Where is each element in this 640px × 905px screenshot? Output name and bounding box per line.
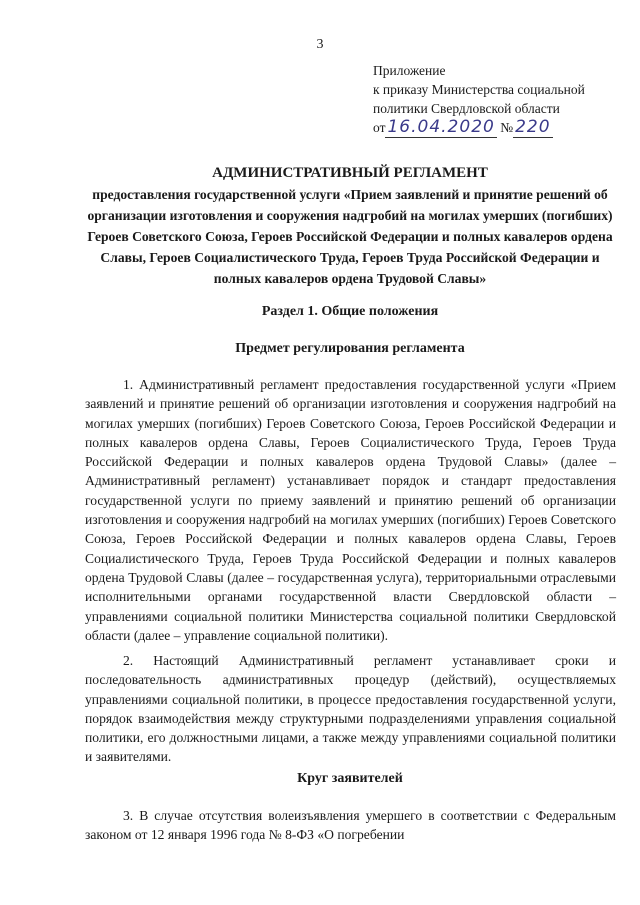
subject-heading: Предмет регулирования регламента (235, 341, 465, 356)
appendix-line-3: политики Свердловской области (373, 101, 560, 116)
appendix-line-2: к приказу Министерства социальной (373, 82, 585, 97)
date-prefix: от (373, 120, 386, 135)
document-subtitle: предоставления государственной услуги «Прием заявлений и принятие решений об организации изготовления и сооружения надгробий на могилах умерших (погибших) Героев Советского Союза, Героев Российской Федерации и полных кавалеров ордена Славы, Героев Социалистического Труда, Героев Труда Российской Федерации и полных кавалеров ордена Трудовой Славы» (87, 187, 613, 286)
page-number: 3 (316, 37, 324, 52)
handwritten-number: 220 (515, 117, 551, 137)
applicants-heading: Круг заявителей (297, 771, 403, 786)
appendix-date-line (373, 118, 585, 137)
appendix-line-1: Приложение (373, 63, 446, 78)
section-1-heading: Раздел 1. Общие положения (261, 304, 439, 319)
paragraph-2: 2. Настоящий Административный регламент устанавливает сроки и последовательность административных процедур (действий), осуществляемых управлениями социальной политики, в процессе предоставления государственной услуги, порядок взаимодействия между структурными подразделениями управления социальной политики, его должностными лицами, а также между управлениями социальной политики и заявителями. (85, 653, 616, 765)
appendix-block (373, 61, 585, 137)
paragraph-3: 3. В случае отсутствия волеизъявления умершего в соответствии с Федеральным законом от 12 января 1996 года № 8-ФЗ «О погребении (85, 808, 616, 843)
number-prefix: № (500, 120, 514, 135)
document-title: АДМИНИСТРАТИВНЫЙ РЕГЛАМЕНТ (212, 165, 488, 181)
paragraph-1: 1. Административный регламент предоставления государственной услуги «Прием заявлений и принятие решений об организации изготовления и сооружения надгробий на могилах умерших (погибших) Героев Советского Союза, Героев Российской Федерации и полных кавалеров ордена Славы, Героев Социалистического Труда, Героев Труда Российской Федерации и полных кавалеров ордена Трудовой Славы» (далее – Административный регламент) устанавливает порядок и стандарт предоставления государственной услуги по приему заявлений и принятию решений об организации изготовления и сооружения надгробий на могилах умерших (погибших) Героев Советского Союза, Героев Российской Федерации и полных кавалеров ордена Славы, Героев Социалистического Труда, Героев Труда Российской Федерации и полных кавалеров ордена Трудовой Славы (далее – государственная услуга), территориальными отраслевыми исполнительными органами государственной власти Свердловской области – управлениями социальной политики Министерства социальной политики Свердловской области (далее – управление социальной политики). (85, 377, 616, 643)
handwritten-date: 16.04.2020 (387, 117, 495, 137)
